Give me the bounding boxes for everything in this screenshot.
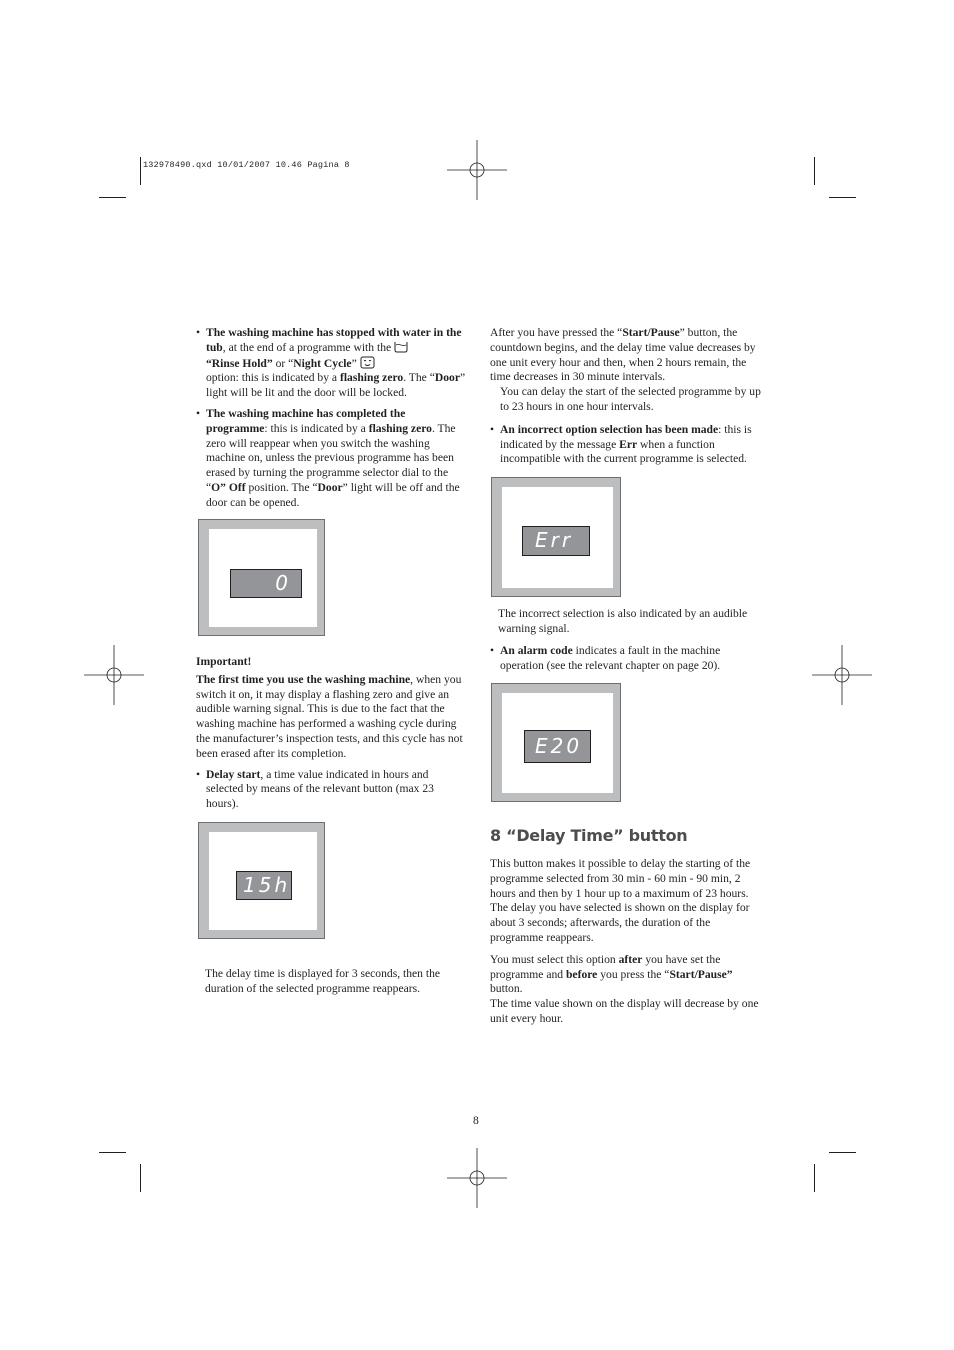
bullet-incorrect-option: • An incorrect option selection has been made: this is indicated by the message Err when a function incompatible with the current programme is selected. [490, 422, 752, 466]
night-cycle-icon [360, 356, 375, 369]
registration-mark-icon [447, 1148, 507, 1208]
section-title: 8 “Delay Time” button [490, 826, 688, 845]
lcd-display: Err [522, 526, 590, 556]
important-label: Important! [196, 655, 252, 668]
lcd-display: E20 [524, 730, 591, 763]
display-panel-e20 [491, 683, 621, 802]
delay-paragraph-2: You must select this option after you have set the programme and before you press the “Start/Pause” button. [490, 952, 733, 996]
file-info-header: 132978490.qxd 10/01/2007 10.46 Pagina 8 [143, 160, 350, 170]
countdown-text: After you have pressed the “Start/Pause” button, the countdown begins, and the delay time value decreases by one unit every hour and then, when 2 hours remain, the time decreases in 30 minute intervals. [490, 326, 756, 384]
display-panel-delay [198, 822, 325, 939]
bullet-completed-programme: • The washing machine has completed the programme: this is indicated by a flashing zero. The zero will reappear when you switch the washing machine on, unless the previous programme has been erased by turning the programme selector dial to the “O” Off position. The “Door” light will be off and the door can be opened. [196, 406, 460, 509]
delay-paragraph-3: The time value shown on the display will decrease by one unit every hour. [490, 997, 759, 1025]
left-column [196, 326, 468, 511]
registration-mark-icon [447, 140, 507, 200]
important-section [196, 655, 468, 812]
rinse-hold-icon [394, 341, 408, 353]
display-panel-err [491, 477, 621, 597]
delay-paragraph-1: This button makes it possible to delay the starting of the programme selected from 30 min - 60 min - 90 min, 2 hours and then by 1 hour up to a maximum of 23 hours. The delay you have selected is shown on the display for about 3 seconds; afterwards, the duration of the programme reappears. [490, 857, 751, 944]
lcd-display: 0 [230, 569, 302, 598]
err-note: The incorrect selection is also indicated by an audible warning signal. [498, 607, 748, 635]
delay-display-note: The delay time is displayed for 3 seconds, then the duration of the selected programme reappears. [205, 967, 441, 995]
bullet-stopped-with-water: • The washing machine has stopped with water in the tub, at the end of a programme with the “Rinse Hold” or “Night Cycle” option: this is indicated by a flashing zero. The “Door” light will be lit and the door will be locked. [196, 326, 466, 400]
registration-mark-icon [84, 645, 144, 705]
registration-mark-icon [812, 645, 872, 705]
delay-time-section [490, 857, 762, 1027]
bullet-delay-start: • Delay start, a time value indicated in hours and selected by means of the relevant button (max 23 hours). [196, 767, 434, 811]
important-text: The first time you use the washing machine, when you switch it on, it may display a flashing zero and give an audible warning signal. This is due to the fact that the washing machine has performed a washing cycle during the manufacturer’s inspection tests, and this cycle has not been erased after its completion. [196, 672, 463, 760]
display-panel-zero [198, 519, 325, 636]
lcd-display: 15h [236, 871, 292, 900]
page-number: 8 [473, 1114, 479, 1127]
bullet-alarm-code: • An alarm code indicates a fault in the machine operation (see the relevant chapter on page 20). [490, 644, 721, 672]
right-column: After you have pressed the “Start/Pause” button, the countdown begins, and the delay time value decreases by one unit every hour and then, when 2 hours remain, the time decreases in 30 minute intervals. You can delay the start of the selected programme by up to 23 hours in one hour intervals. • An incorrect option selection has been made: this is indicated by the message Err when a function incompatible with the current programme is selected. [490, 326, 761, 466]
